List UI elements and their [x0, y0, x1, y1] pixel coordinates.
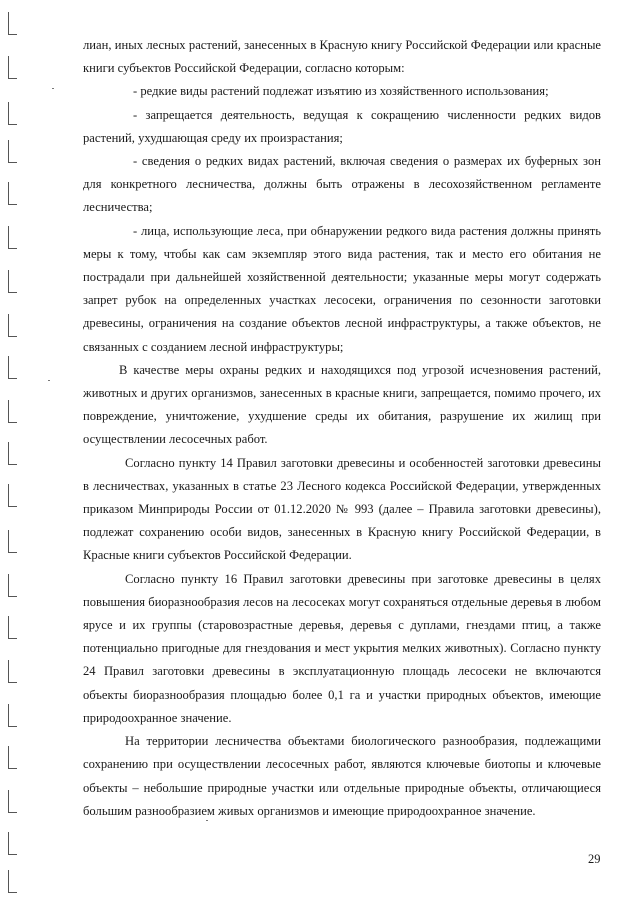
paragraph: На территории лесничества объектами биологического разнообразия, подлежащими сохранению при осуществлении лесосечных работ, являются ключевые биотопы и ключевые объекты – небольшие природные участки или отдельные природные объекты, отличающиеся большим разнообразием живых организмов и имеющие природоохранное значение. — [83, 734, 601, 818]
scan-speck — [52, 88, 54, 89]
document-body — [83, 34, 601, 823]
paragraph: В качестве меры охраны редких и находящихся под угрозой исчезновения растений, животных и других организмов, занесенных в красные книги, запрещается, помимо прочего, их повреждение, уничтожение, ухудшение среды их обитания, разрушение их жилищ при осуществлении лесосечных работ. — [83, 362, 601, 447]
scan-speck — [48, 380, 50, 381]
binding-edge-marks — [4, 10, 18, 890]
paragraph: Согласно пункту 14 Правил заготовки древесины и особенностей заготовки древесины в лесничествах, указанных в статье 23 Лесного кодекса Российской Федерации, утвержденных приказом Минприроды России от 01.12.2020 № 993 (далее – Правила заготовки древесины), подлежат сохранению особи видов, занесенных в Красную книгу Российской Федерации, в Красные книги субъектов Российской Федерации. — [83, 455, 601, 563]
list-item: - лица, использующие леса, при обнаружении редкого вида растения должны принять меры к тому, чтобы как сам экземпляр этого вида растения, так и место его обитания не пострадали при дальнейшей хозяйственной деятельности; указанные меры могут содержать запрет рубок на определенных участках лесосеки, ограничения по сезонности заготовки древесины, ограничения на создание объектов лесной инфраструктуры, а также объектов, не связанных с созданием лесной инфраструктуры; — [83, 223, 601, 354]
list-item: - запрещается деятельность, ведущая к сокращению численности редких видов растений, ухудшающая среду их произрастания; — [83, 107, 601, 145]
list-item: - сведения о редких видах растений, включая сведения о размерах их буферных зон для конкретного лесничества, должны быть отражены в лесохозяйственном регламенте лесничества; — [83, 154, 601, 215]
list-item: - редкие виды растений подлежат изъятию из хозяйственного использования; — [133, 84, 549, 99]
paragraph: Согласно пункту 16 Правил заготовки древесины при заготовке древесины в целях повышения биоразнообразия лесов на лесосеках могут сохраняться отдельные деревья в любом ярусе и их группы (старовозрастные деревья, деревья с дуплами, гнездами птиц, а также потенциально пригодные для гнездования и мест укрытия мелких животных). Согласно пункту 24 Правил заготовки древесины в эксплуатационную площадь лесосеки не включаются объекты биоразнообразия площадью более 0,1 га и участки природных объектов, имеющие природоохранное значение. — [83, 571, 601, 725]
page-number: 29 — [588, 852, 601, 866]
paragraph: лиан, иных лесных растений, занесенных в Красную книгу Российской Федерации или красные книги субъектов Российской Федерации, согласно которым: — [83, 38, 601, 76]
